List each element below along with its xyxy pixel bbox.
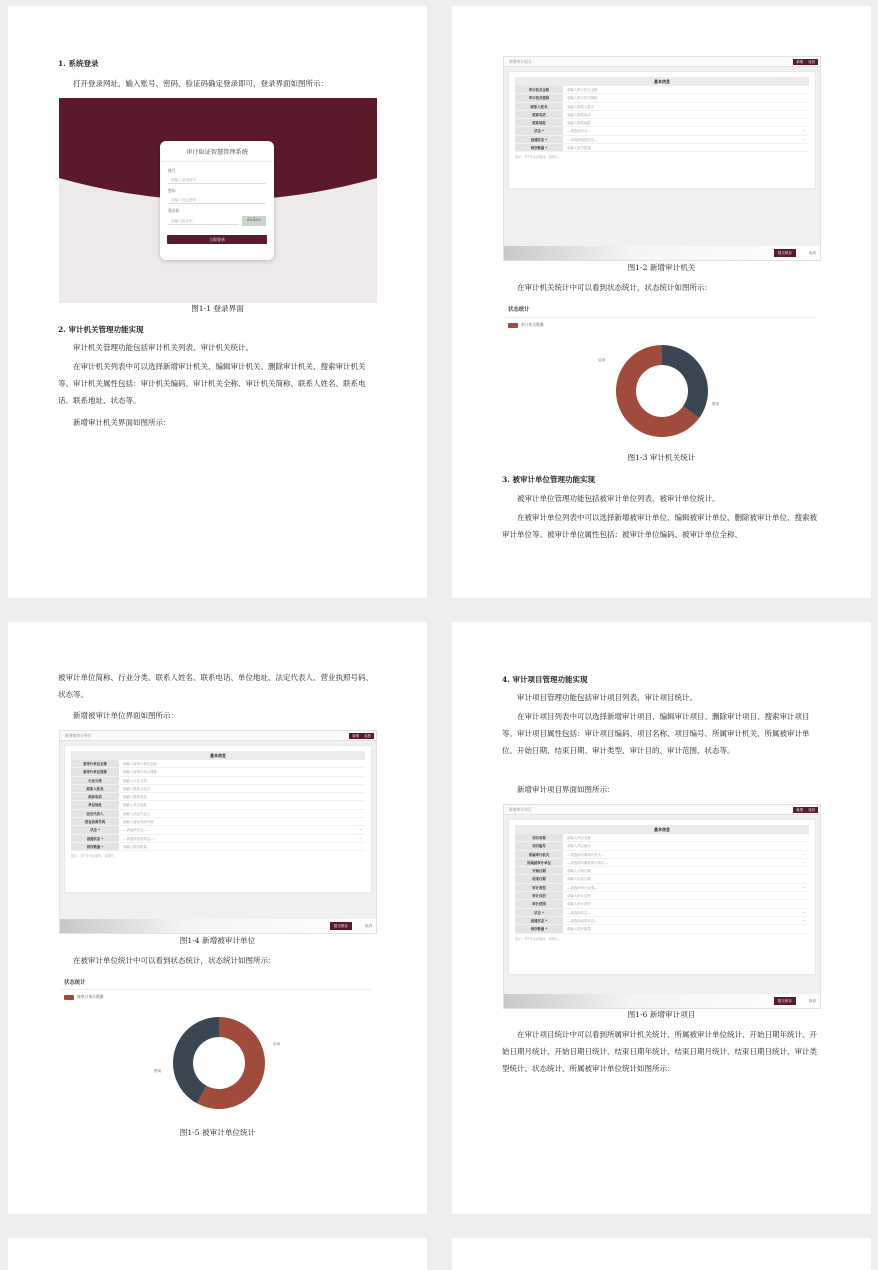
slice-label: 禁用 — [154, 1069, 162, 1073]
form-row — [71, 793, 365, 801]
captcha-label: 验证码 — [168, 208, 180, 213]
figure-caption: 图1-1 登录界面 — [191, 304, 244, 313]
chart-title: 状态统计 — [64, 980, 86, 986]
field-label: 审计机关全称 — [515, 86, 563, 93]
cancel-button[interactable]: 取消 — [364, 924, 372, 928]
field-input[interactable]: 请输入项目编号 — [567, 844, 591, 849]
slice-label: 禁用 — [712, 402, 720, 406]
field-label: 创建状态 * — [71, 835, 119, 842]
form-row — [515, 119, 809, 127]
field-label: 结束日期 — [515, 875, 563, 882]
form-row — [515, 834, 809, 842]
field-input[interactable]: 请输入开始日期 — [567, 869, 591, 874]
paragraph: 打开登录网址，输入账号、密码、验证码确定登录即可，登录界面如图所示： — [73, 79, 328, 88]
legend-label: 被审计单位数量 — [77, 994, 104, 999]
field-input[interactable]: 请输入排序数量 — [567, 927, 591, 932]
back-button[interactable]: 返回 — [361, 733, 374, 739]
chart-title: 状态统计 — [508, 307, 530, 313]
form-row — [71, 835, 365, 843]
account-input[interactable]: 请输入登录账号 — [168, 176, 266, 184]
form-row — [515, 900, 809, 908]
form-title: 基本信息 — [515, 77, 809, 86]
form-row — [515, 884, 809, 892]
paragraph: 在审计项目统计中可以看到所属审计机关统计、所属被审计单位统计、开始日期年统计、开始日期月统计、开始日期日统计、结束日期年统计、结束日期月统计、结束日期日统计、审计类型统计、状态统计、所属被审计单位统计如图所示： — [502, 1030, 817, 1073]
field-label: 创建状态 * — [515, 136, 563, 143]
paragraph: 在被审计单位统计中可以看到状态统计，状态统计如图所示： — [73, 956, 276, 965]
field-label: 开始日期 — [515, 867, 563, 874]
paragraph: 被审计单位管理功能包括被审计单位列表、被审计单位统计。 — [517, 494, 720, 503]
section-heading: 1. 系统登录 — [58, 59, 99, 68]
paragraph: 审计项目管理功能包括审计项目列表、审计项目统计。 — [517, 693, 697, 702]
paragraph: 新增审计项目界面如图所示： — [517, 785, 615, 794]
form-row — [515, 94, 809, 102]
account-label: 账号 — [168, 168, 176, 173]
field-input[interactable]: 请输入审计范围 — [567, 902, 591, 907]
password-label: 密码 — [168, 188, 176, 193]
form-row — [515, 103, 809, 111]
screenshot-title: 新增被审计单位 — [65, 733, 92, 738]
document-page-3 — [8, 622, 427, 1214]
cancel-button[interactable]: 取消 — [808, 251, 816, 255]
form-row — [515, 144, 809, 152]
document-page-1 — [8, 6, 427, 598]
form-row — [71, 801, 365, 809]
field-label: 排序数量 * — [515, 144, 563, 151]
field-input[interactable]: 请输入单位地址 — [123, 803, 147, 808]
form-row — [71, 785, 365, 793]
field-label: 联系人姓名 — [71, 785, 119, 792]
form-note: 提示：带*号为必填项，请填写。 — [71, 854, 118, 859]
field-label: 审计范围 — [515, 900, 563, 907]
field-select[interactable]: —请选择状态— ⌄ — [119, 826, 365, 833]
add-button[interactable]: 新增 — [793, 807, 806, 813]
form-title: 基本信息 — [515, 825, 809, 834]
form-card — [508, 819, 816, 975]
field-input[interactable]: 请输入排序数量 — [567, 146, 591, 151]
paragraph: 审计机关管理功能包括审计机关列表、审计机关统计。 — [73, 343, 253, 352]
legend-label: 审计机关数量 — [521, 322, 544, 327]
field-label: 营业执照号码 — [71, 818, 119, 825]
back-button[interactable]: 返回 — [805, 807, 818, 813]
field-label: 项目名称 — [515, 834, 563, 841]
form-row — [515, 917, 809, 925]
field-label: 联系电话 — [515, 111, 563, 118]
cancel-button[interactable]: 取消 — [808, 999, 816, 1003]
section-heading: 2. 审计机关管理功能实现 — [58, 325, 144, 334]
paragraph: 被审计单位简称、行业分类、联系人姓名、联系电话、单位地址、法定代表人、营业执照号码、状态等。 — [58, 673, 373, 699]
legend-swatch — [64, 995, 74, 1000]
captcha-image[interactable]: 6x5ax — [242, 216, 266, 226]
field-label: 状态 * — [515, 909, 563, 916]
document-page-4 — [452, 622, 871, 1214]
field-label: 审计目的 — [515, 892, 563, 899]
section-heading: 4. 审计项目管理功能实现 — [502, 675, 588, 684]
form-row — [515, 86, 809, 94]
field-input[interactable]: 请输入审计机关简称 — [567, 96, 598, 101]
donut-slice-启用 — [662, 345, 708, 418]
figure-caption: 图1-3 审计机关统计 — [627, 453, 696, 462]
form-row — [71, 777, 365, 785]
field-label: 审计类型 — [515, 884, 563, 891]
field-input[interactable]: 请输入法定代表人 — [123, 811, 151, 816]
figure-caption: 图1-5 被审计单位统计 — [179, 1128, 256, 1137]
field-input[interactable]: 请输入排序数量 — [123, 844, 147, 849]
chart-legend — [64, 994, 104, 1000]
field-label: 联系地址 — [515, 119, 563, 126]
field-input[interactable]: 请输入行业分类 — [123, 778, 147, 783]
field-select[interactable]: —请选择创建状态— ⌄ — [563, 917, 809, 924]
form-row — [515, 859, 809, 867]
field-label: 行业分类 — [71, 777, 119, 784]
document-page-5 — [8, 1238, 427, 1270]
slice-label: 启用 — [273, 1042, 281, 1046]
field-input[interactable]: 请输入审计目的 — [567, 894, 591, 899]
form-title: 基本信息 — [71, 751, 365, 760]
form-row — [515, 867, 809, 875]
field-label: 联系电话 — [71, 793, 119, 800]
slice-label: 启用 — [598, 358, 606, 362]
section-heading: 3. 被审计单位管理功能实现 — [502, 475, 595, 484]
login-card — [160, 141, 274, 260]
form-row — [515, 909, 809, 917]
field-label: 创建状态 * — [515, 917, 563, 924]
form-row — [71, 826, 365, 834]
form-row — [515, 925, 809, 933]
field-label: 联系人姓名 — [515, 103, 563, 110]
paragraph: 在审计机关统计中可以看到状态统计，状态统计如图所示： — [517, 283, 712, 292]
form-card — [508, 71, 816, 189]
add-auditee-screenshot — [59, 730, 377, 934]
login-button[interactable]: 立即登录 — [167, 235, 267, 244]
field-input[interactable]: 请输入项目名称 — [567, 836, 591, 840]
field-label: 项目编号 — [515, 842, 563, 849]
submit-button[interactable]: 提交保存 — [774, 997, 796, 1005]
field-label: 审计机关简称 — [515, 94, 563, 101]
field-input[interactable]: 请输入被审计单位简称 — [123, 770, 157, 775]
submit-button[interactable]: 提交保存 — [330, 922, 352, 930]
add-button[interactable]: 新增 — [793, 59, 806, 65]
field-label: 排序数量 * — [515, 925, 563, 932]
field-select[interactable]: —请选择审计类型— ⌄ — [563, 884, 809, 891]
field-label: 所属被审计单位 — [515, 859, 563, 866]
figure-caption: 图1-4 新增被审计单位 — [179, 936, 256, 945]
login-title: 审计取证智慧管理系统 — [160, 147, 274, 162]
form-row — [71, 768, 365, 776]
paragraph: 在审计项目列表中可以选择新增审计项目、编辑审计项目、删除审计项目、搜索审计项目等。审计项目属性包括：审计项目编码、项目名称、项目编号、所属审计机关、所属被审计单位、开始日期、结束日期、审计类型、审计目的、审计范围、状态等。 — [502, 712, 810, 755]
field-input[interactable]: 请输入联系人姓名 — [567, 104, 595, 109]
field-label: 状态 * — [515, 127, 563, 134]
screenshot-title: 新增审计机关 — [509, 59, 532, 64]
login-screenshot — [59, 98, 377, 303]
add-agency-screenshot — [503, 56, 821, 261]
document-page-2 — [452, 6, 871, 598]
chart-legend — [508, 322, 544, 328]
field-select[interactable]: —请选择创建状态— ⌄ — [119, 835, 365, 842]
field-input[interactable]: 请输入联系电话 — [123, 795, 147, 800]
form-row — [515, 892, 809, 900]
form-row — [515, 851, 809, 859]
field-select[interactable]: —请选择所属审计机关— ⌄ — [563, 851, 809, 858]
back-button[interactable]: 返回 — [805, 59, 818, 65]
document-page-6 — [452, 1238, 871, 1270]
paragraph: 新增被审计单位界面如图所示： — [73, 711, 178, 720]
form-row — [515, 136, 809, 144]
form-card — [64, 745, 372, 893]
field-label: 排序数量 * — [71, 843, 119, 850]
field-label: 状态 * — [71, 826, 119, 833]
field-label: 被审计单位简称 — [71, 768, 119, 775]
figure-caption: 图1-6 新增审计项目 — [627, 1010, 696, 1019]
form-note: 提示：带*号为必填项，请填写。 — [515, 936, 562, 941]
field-select[interactable]: —请选择所属被审计单位— ⌄ — [563, 859, 809, 866]
paragraph: 在审计机关列表中可以选择新增审计机关、编辑审计机关、删除审计机关、搜索审计机关等。审计机关属性包括：审计机关编码、审计机关全称、审计机关简称、联系人姓名、联系电话、联系地址、状态等。 — [58, 362, 366, 405]
field-label: 所属审计机关 — [515, 851, 563, 858]
screenshot-title: 新增审计项目 — [509, 807, 532, 812]
field-input[interactable]: 请输入联系地址 — [567, 121, 591, 126]
form-row — [71, 810, 365, 818]
auditee-status-donut — [159, 1003, 279, 1123]
field-input[interactable]: 请输入被审计单位全称 — [123, 762, 157, 766]
figure-caption: 图1-2 新增审计机关 — [627, 263, 696, 272]
form-row — [515, 842, 809, 850]
form-row — [71, 843, 365, 851]
form-row — [515, 875, 809, 883]
add-button[interactable]: 新增 — [349, 733, 362, 739]
field-select[interactable]: —请选择状态— ⌄ — [563, 909, 809, 916]
field-label: 法定代表人 — [71, 810, 119, 817]
submit-button[interactable]: 提交保存 — [774, 249, 796, 257]
legend-swatch — [508, 323, 518, 328]
field-input[interactable]: 请输入结束日期 — [567, 877, 591, 882]
add-project-screenshot — [503, 804, 821, 1009]
captcha-input[interactable]: 请输入验证码 — [168, 217, 239, 225]
field-input[interactable]: 请输入联系人姓名 — [123, 786, 151, 791]
paragraph: 新增审计机关界面如图所示： — [73, 418, 171, 427]
form-row — [71, 818, 365, 826]
field-label: 单位地址 — [71, 801, 119, 808]
field-label: 被审计单位全称 — [71, 760, 119, 767]
form-row — [515, 111, 809, 119]
paragraph: 在被审计单位列表中可以选择新增被审计单位、编辑被审计单位、删除被审计单位、搜索被审计单位等。被审计单位属性包括：被审计单位编码、被审计单位全称、 — [502, 513, 817, 539]
form-row — [515, 127, 809, 135]
field-input[interactable]: 请输入审计机关全称 — [567, 88, 598, 92]
field-input[interactable]: 请输入联系电话 — [567, 112, 591, 117]
agency-status-donut — [602, 331, 722, 451]
form-row — [71, 760, 365, 768]
field-input[interactable]: 请输入营业执照号码 — [123, 820, 154, 825]
password-input[interactable]: 请输入登录密码 — [168, 196, 266, 204]
field-select[interactable]: —请选择创建状态— ⌄ — [563, 136, 809, 143]
field-select[interactable]: —请选择状态— ⌄ — [563, 127, 809, 134]
form-note: 提示：带*号为必填项，请填写。 — [515, 155, 562, 160]
